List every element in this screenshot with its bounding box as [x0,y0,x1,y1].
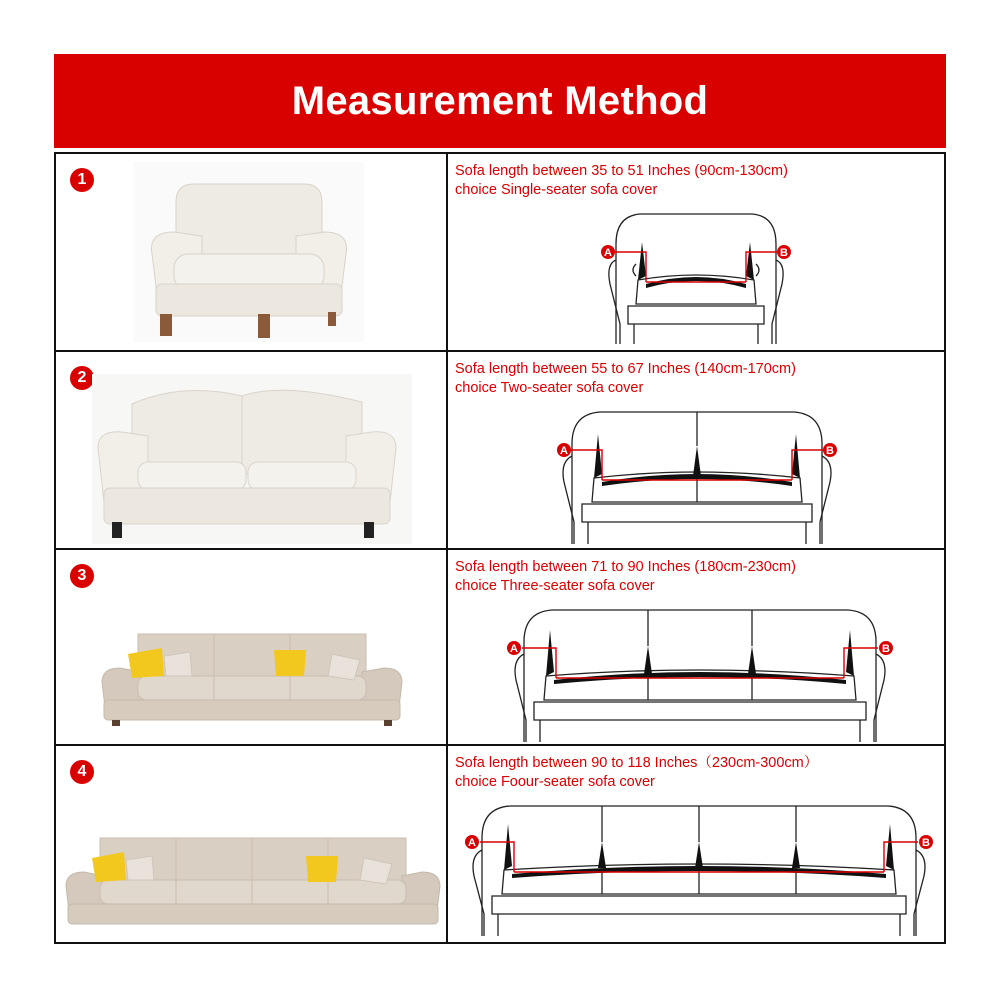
step-number-badge: 3 [70,564,94,588]
size-range-text: Sofa length between 35 to 51 Inches (90cm-130cm) [455,163,788,179]
marker-a [601,245,615,259]
cover-choice-text: choice Single-seater sofa cover [455,182,658,198]
marker-b [777,245,791,259]
marker-a-label: A [560,445,568,457]
single-seater-measurement-diagram [596,204,796,346]
description-cell [448,550,944,744]
marker-b-label: B [780,247,788,259]
marker-a [507,641,521,655]
table-row [56,352,944,550]
marker-b [823,443,837,457]
marker-a-label: A [510,643,518,655]
page-title: Measurement Method [291,78,709,123]
photo-cell [56,550,448,744]
photo-cell [56,746,448,942]
marker-b-label: B [922,837,930,849]
marker-b [879,641,893,655]
size-range-text: Sofa length between 55 to 67 Inches (140cm-170cm) [455,361,796,377]
marker-a-label: A [468,837,476,849]
measurement-table [54,152,946,944]
marker-a [465,835,479,849]
step-number-badge: 2 [70,366,94,390]
four-seater-sofa-image [64,828,442,928]
marker-a-label: A [604,247,612,259]
description-cell [448,154,944,350]
description-cell [448,746,944,942]
marker-b-label: B [826,445,834,457]
single-seater-armchair-image [134,162,364,342]
size-description [455,360,796,398]
size-range-text: Sofa length between 90 to 118 Inches（230cm-300cm） [455,755,819,771]
cover-choice-text: choice Foour-seater sofa cover [455,774,655,790]
cover-choice-text: choice Two-seater sofa cover [455,380,644,396]
four-seater-measurement-diagram [460,802,938,938]
description-cell [448,352,944,548]
table-row [56,746,944,942]
table-row [56,550,944,746]
step-number-badge: 1 [70,168,94,192]
photo-cell [56,154,448,350]
marker-b [919,835,933,849]
two-seater-measurement-diagram [552,406,842,546]
three-seater-measurement-diagram [500,606,900,744]
cover-choice-text: choice Three-seater sofa cover [455,578,655,594]
photo-cell [56,352,448,548]
size-description [455,558,796,596]
marker-a [557,443,571,457]
marker-b-label: B [882,643,890,655]
size-range-text: Sofa length between 71 to 90 Inches (180cm-230cm) [455,559,796,575]
table-row [56,154,944,352]
three-seater-sofa-image [98,620,406,728]
size-description [455,754,818,792]
size-description [455,162,788,200]
page-title-banner [54,54,946,148]
step-number-badge: 4 [70,760,94,784]
two-seater-sofa-image [92,374,412,544]
